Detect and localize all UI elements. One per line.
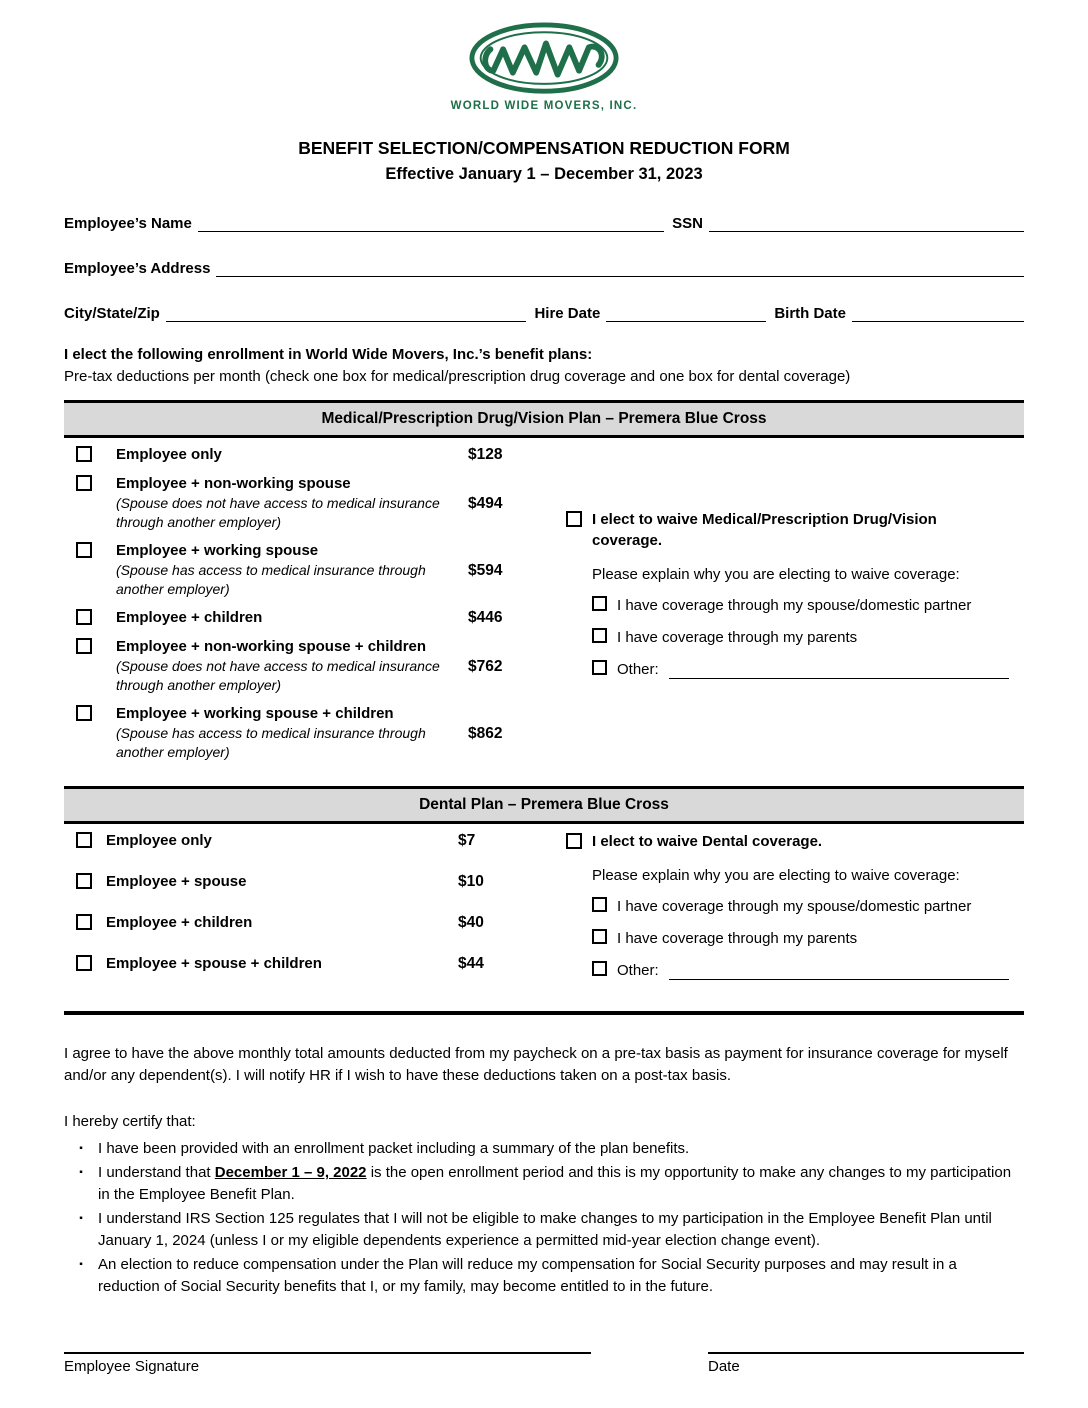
checkbox-waive-medical[interactable]	[566, 511, 582, 527]
option-note: (Spouse has access to medical insurance through another employer)	[116, 562, 426, 597]
checkbox-medical-children[interactable]	[76, 609, 92, 625]
dental-option-row	[76, 954, 564, 974]
waive-explain-text: Please explain why you are electing to waive coverage:	[592, 867, 960, 884]
certify-bullet	[64, 1208, 1024, 1252]
enrollment-period-date: December 1 – 9, 2022	[214, 1164, 367, 1181]
city-state-zip-input[interactable]	[166, 304, 527, 322]
certify-bullet	[64, 1138, 1024, 1160]
option-label: Employee + non-working spouse	[116, 475, 351, 492]
option-note: (Spouse has access to medical insurance through another employer)	[116, 725, 426, 760]
option-label: Employee + non-working spouse + children	[116, 638, 427, 655]
checkbox-dental-reason-parents[interactable]	[592, 929, 607, 944]
hire-date-input[interactable]	[606, 304, 766, 322]
option-price: $862	[468, 725, 503, 742]
form-title: BENEFIT SELECTION/COMPENSATION REDUCTION FORM	[298, 138, 790, 158]
reason-label: I have coverage through my parents	[617, 930, 858, 947]
ssn-label: SSN	[672, 215, 703, 232]
employee-address-label: Employee’s Address	[64, 260, 211, 277]
medical-option-row	[76, 637, 564, 695]
medical-waive-reason-row	[592, 628, 1024, 647]
bullet-text: I have been provided with an enrollment packet including a summary of the plan benefits.	[98, 1140, 690, 1157]
checkbox-medical-employee-only[interactable]	[76, 446, 92, 462]
checkbox-medical-working-spouse-children[interactable]	[76, 705, 92, 721]
reason-label: I have coverage through my spouse/domestic partner	[617, 597, 972, 614]
bullet-icon: ▪	[79, 1213, 83, 1224]
dental-waive-column	[564, 831, 1024, 995]
dental-waive-block	[564, 831, 1024, 980]
medical-option-row	[76, 704, 564, 762]
option-price: $44	[458, 955, 484, 972]
option-price: $7	[458, 832, 476, 849]
waive-label: I elect to waive Medical/Prescription Drug/Vision coverage.	[592, 511, 937, 549]
medical-option-row	[76, 474, 564, 532]
election-statement: I elect the following enrollment in World Wide Movers, Inc.’s benefit plans:	[64, 346, 593, 363]
pretax-instructions: Pre-tax deductions per month (check one box for medical/prescription drug coverage and one box for dental coverage)	[64, 368, 851, 385]
date-label: Date	[708, 1358, 740, 1375]
dental-other-reason-input[interactable]	[669, 964, 1009, 980]
certify-intro: I hereby certify that:	[64, 1113, 196, 1130]
employee-signature-input[interactable]	[64, 1352, 591, 1354]
checkbox-medical-reason-spouse[interactable]	[592, 596, 607, 611]
other-label: Other:	[617, 661, 659, 678]
bullet-icon: ▪	[79, 1259, 83, 1270]
option-price: $10	[458, 873, 484, 890]
dental-section-header: Dental Plan – Premera Blue Cross	[64, 786, 1024, 824]
hire-date-label: Hire Date	[534, 305, 601, 322]
employee-name-label: Employee’s Name	[64, 215, 192, 232]
section-divider-rule	[64, 1011, 1024, 1015]
employee-address-input[interactable]	[216, 259, 1024, 277]
signature-row	[64, 1352, 1024, 1375]
dental-waive-head	[566, 831, 1024, 852]
medical-option-row	[76, 445, 564, 465]
bullet-text: I understand that December 1 – 9, 2022 is the open enrollment period and this is my opportunity to make any changes to my participation in the Employee Benefit Plan.	[98, 1164, 1012, 1203]
checkbox-medical-reason-other[interactable]	[592, 660, 607, 675]
option-label: Employee + spouse	[106, 873, 247, 890]
certify-bullet-list	[64, 1138, 1024, 1298]
form-subtitle: Effective January 1 – December 31, 2023	[385, 165, 703, 183]
checkbox-medical-reason-parents[interactable]	[592, 628, 607, 643]
option-price: $446	[468, 609, 503, 626]
dental-waive-reason-row	[592, 897, 1024, 916]
company-logo	[64, 22, 1024, 112]
option-note: (Spouse does not have access to medical insurance through another employer)	[116, 495, 440, 530]
option-label: Employee + working spouse + children	[116, 705, 394, 722]
checkbox-dental-spouse[interactable]	[76, 873, 92, 889]
option-price: $594	[468, 562, 503, 579]
medical-waive-head	[566, 509, 1024, 551]
checkbox-medical-nonworking-spouse-children[interactable]	[76, 638, 92, 654]
checkbox-medical-nonworking-spouse[interactable]	[76, 475, 92, 491]
employee-signature-label: Employee Signature	[64, 1358, 200, 1375]
bullet-text: I understand IRS Section 125 regulates that I will not be eligible to make changes to my participation in the Employee Benefit Plan until January 1, 2024 (unless I or my eligible dependents experience a permitted mid-year election change event).	[98, 1210, 992, 1249]
checkbox-dental-reason-other[interactable]	[592, 961, 607, 976]
bullet-text: An election to reduce compensation under the Plan will reduce my compensation for Social Security purposes and may result in a reduction of Social Security benefits that I, or my family, may become entitled to in the future.	[98, 1256, 957, 1295]
dental-options-column	[64, 831, 564, 995]
certify-bullet	[64, 1162, 1024, 1206]
ssn-input[interactable]	[709, 214, 1024, 232]
reason-label: I have coverage through my parents	[617, 629, 858, 646]
certify-bullet	[64, 1254, 1024, 1298]
medical-section-body	[64, 438, 1024, 771]
option-label: Employee + children	[106, 914, 253, 931]
medical-options-column	[64, 445, 564, 771]
checkbox-medical-working-spouse[interactable]	[76, 542, 92, 558]
medical-waive-column	[564, 445, 1024, 771]
birth-date-input[interactable]	[852, 304, 1024, 322]
option-label: Employee only	[106, 832, 212, 849]
checkbox-waive-dental[interactable]	[566, 833, 582, 849]
employee-name-input[interactable]	[198, 214, 664, 232]
option-price: $494	[468, 495, 503, 512]
checkbox-dental-employee-only[interactable]	[76, 832, 92, 848]
bullet-icon: ▪	[79, 1143, 83, 1154]
option-price: $762	[468, 658, 503, 675]
medical-option-row	[76, 608, 564, 628]
city-hire-birth-row	[64, 304, 1024, 322]
employee-signature-block	[64, 1352, 591, 1375]
dental-waive-other-row	[592, 961, 1024, 980]
option-label: Employee only	[116, 446, 222, 463]
bullet-icon: ▪	[79, 1167, 83, 1178]
medical-section-header: Medical/Prescription Drug/Vision Plan – Premera Blue Cross	[64, 400, 1024, 438]
name-ssn-row	[64, 214, 1024, 232]
dental-waive-reason-row	[592, 929, 1024, 948]
medical-option-row	[76, 541, 564, 599]
checkbox-dental-reason-spouse[interactable]	[592, 897, 607, 912]
option-label: Employee + spouse + children	[106, 955, 322, 972]
checkbox-dental-children[interactable]	[76, 914, 92, 930]
dental-section-body	[64, 824, 1024, 995]
medical-waive-other-row	[592, 660, 1024, 679]
other-label: Other:	[617, 962, 659, 979]
dental-option-row	[76, 872, 564, 892]
date-block	[708, 1352, 1024, 1375]
waive-explain-text: Please explain why you are electing to waive coverage:	[592, 566, 960, 583]
date-input[interactable]	[708, 1352, 1024, 1354]
medical-waive-reason-row	[592, 596, 1024, 615]
dental-option-row	[76, 913, 564, 933]
option-price: $40	[458, 914, 484, 931]
city-state-zip-label: City/State/Zip	[64, 305, 160, 322]
option-label: Employee + children	[116, 609, 263, 626]
pretax-agreement-paragraph: I agree to have the above monthly total amounts deducted from my paycheck on a pre-tax basis as payment for insurance coverage for myself and/or any dependent(s). I will notify HR if I wish to have these deductions taken on a post-tax basis.	[64, 1045, 1008, 1084]
option-price: $128	[468, 446, 503, 463]
logo-oval-monogram-icon	[465, 22, 623, 98]
option-note: (Spouse does not have access to medical insurance through another employer)	[116, 658, 440, 693]
birth-date-label: Birth Date	[774, 305, 846, 322]
address-row	[64, 259, 1024, 277]
option-label: Employee + working spouse	[116, 542, 319, 559]
company-name: WORLD WIDE MOVERS, INC.	[450, 100, 638, 112]
medical-other-reason-input[interactable]	[669, 663, 1009, 679]
waive-label: I elect to waive Dental coverage.	[592, 833, 823, 850]
medical-waive-block	[564, 509, 1024, 679]
dental-option-row	[76, 831, 564, 851]
reason-label: I have coverage through my spouse/domestic partner	[617, 898, 972, 915]
checkbox-dental-spouse-children[interactable]	[76, 955, 92, 971]
